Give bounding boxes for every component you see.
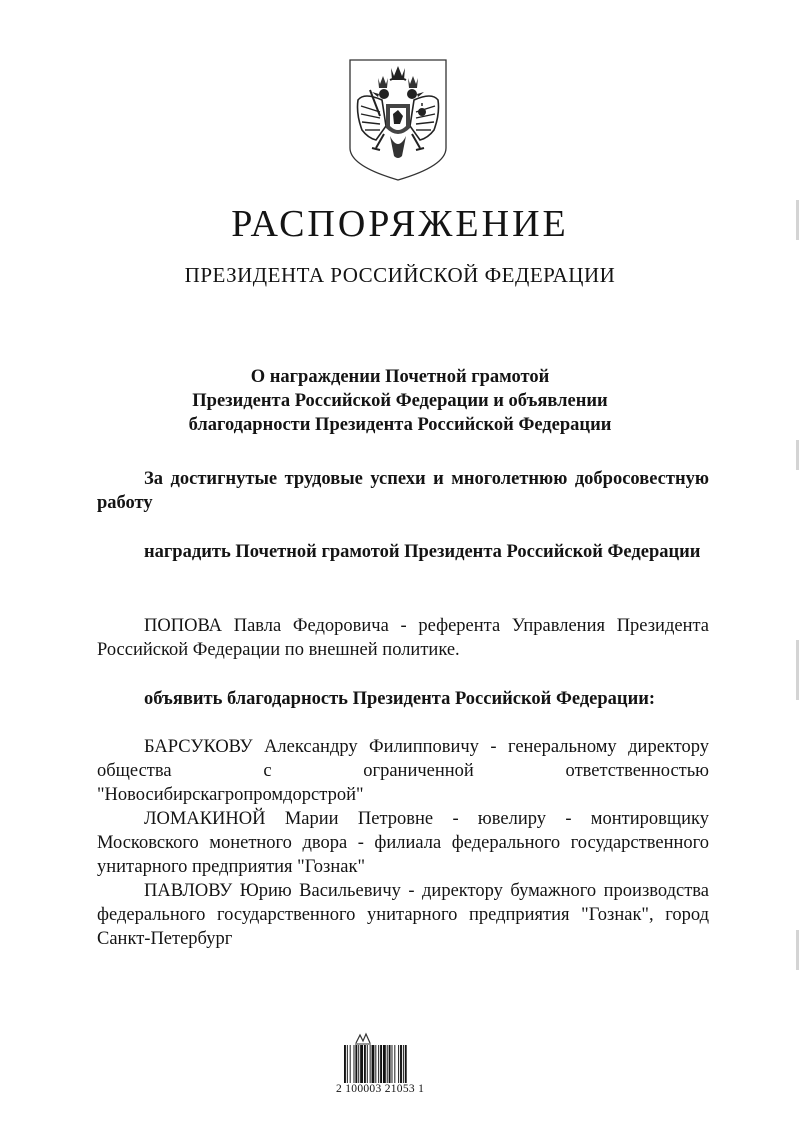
barcode-bar	[364, 1045, 366, 1083]
barcode-bar	[400, 1045, 402, 1083]
document-title: РАСПОРЯЖЕНИЕ	[231, 203, 569, 245]
scan-mark	[796, 440, 799, 470]
barcode-mark-icon	[354, 1031, 372, 1045]
recipient-details: Александру Филипповичу - генеральному директору общества с ограниченной ответственностью "Новосибирскагропромдорстрой"	[97, 737, 709, 805]
heading-line: благодарности Президента Российской Федерации	[188, 415, 612, 435]
barcode-bar	[358, 1045, 359, 1083]
barcode-bar	[405, 1045, 407, 1083]
gratitude-recipient	[97, 807, 709, 879]
scan-mark	[796, 200, 799, 240]
barcode-bar	[372, 1045, 375, 1083]
scan-mark	[796, 640, 799, 700]
preamble: За достигнутые трудовые успехи и многолетнюю добросовестную работу	[97, 469, 709, 513]
barcode-bar	[398, 1045, 399, 1083]
barcode-bar	[403, 1045, 404, 1083]
heading-line: О награждении Почетной грамотой	[250, 367, 550, 387]
barcode-bar	[378, 1045, 379, 1083]
coat-of-arms-icon	[346, 56, 450, 182]
barcode-bar	[354, 1045, 355, 1083]
barcode-bar	[344, 1045, 346, 1083]
barcode-bar	[389, 1045, 391, 1083]
recipient-details: Юрию Васильевичу - директору бумажного производства федерального государственного унитарного предприятия "Гознак", город Санкт-Петербург	[97, 881, 710, 949]
barcode-number: 2 100003 21053 1	[336, 1083, 425, 1095]
recipient-name: ПОПОВА	[144, 616, 222, 636]
barcode-bar	[392, 1045, 393, 1083]
barcode-bar	[383, 1045, 386, 1083]
gratitude-recipient	[97, 735, 709, 807]
scan-mark	[796, 930, 799, 970]
document-heading	[0, 365, 800, 437]
barcode-bar	[360, 1045, 363, 1083]
barcode-bar	[380, 1045, 382, 1083]
gratitude-recipient	[97, 879, 709, 951]
barcode-bar	[347, 1045, 348, 1083]
recipient-details: Павла Федоровича - референта Управления Президента Российской Федерации по внешней политике.	[97, 616, 709, 660]
recipient-name: ЛОМАКИНОЙ	[144, 809, 266, 829]
barcode-icon	[342, 1045, 442, 1083]
award-recipient	[97, 614, 709, 662]
barcode-bar	[375, 1045, 376, 1083]
heading-line: Президента Российской Федерации и объявлении	[192, 391, 608, 411]
barcode-bar	[370, 1045, 371, 1083]
document-barcode	[332, 1031, 444, 1099]
recipient-details: Марии Петровне - ювелиру - монтировщику Московского монетного двора - филиала федерального государственного унитарного предприятия "Гознак"	[97, 809, 710, 877]
barcode-bar	[387, 1045, 388, 1083]
award-header: наградить Почетной грамотой Президента Российской Федерации	[144, 542, 701, 562]
barcode-bar	[355, 1045, 357, 1083]
gratitude-header: объявить благодарность Президента Российской Федерации:	[144, 689, 656, 709]
document-subtitle: ПРЕЗИДЕНТА РОССИЙСКОЙ ФЕДЕРАЦИИ	[184, 263, 616, 287]
barcode-bar	[350, 1045, 351, 1083]
barcode-bar	[367, 1045, 368, 1083]
recipient-name: ПАВЛОВУ	[144, 881, 233, 901]
recipient-name: БАРСУКОВУ	[144, 737, 253, 757]
barcode-bar	[394, 1045, 395, 1083]
